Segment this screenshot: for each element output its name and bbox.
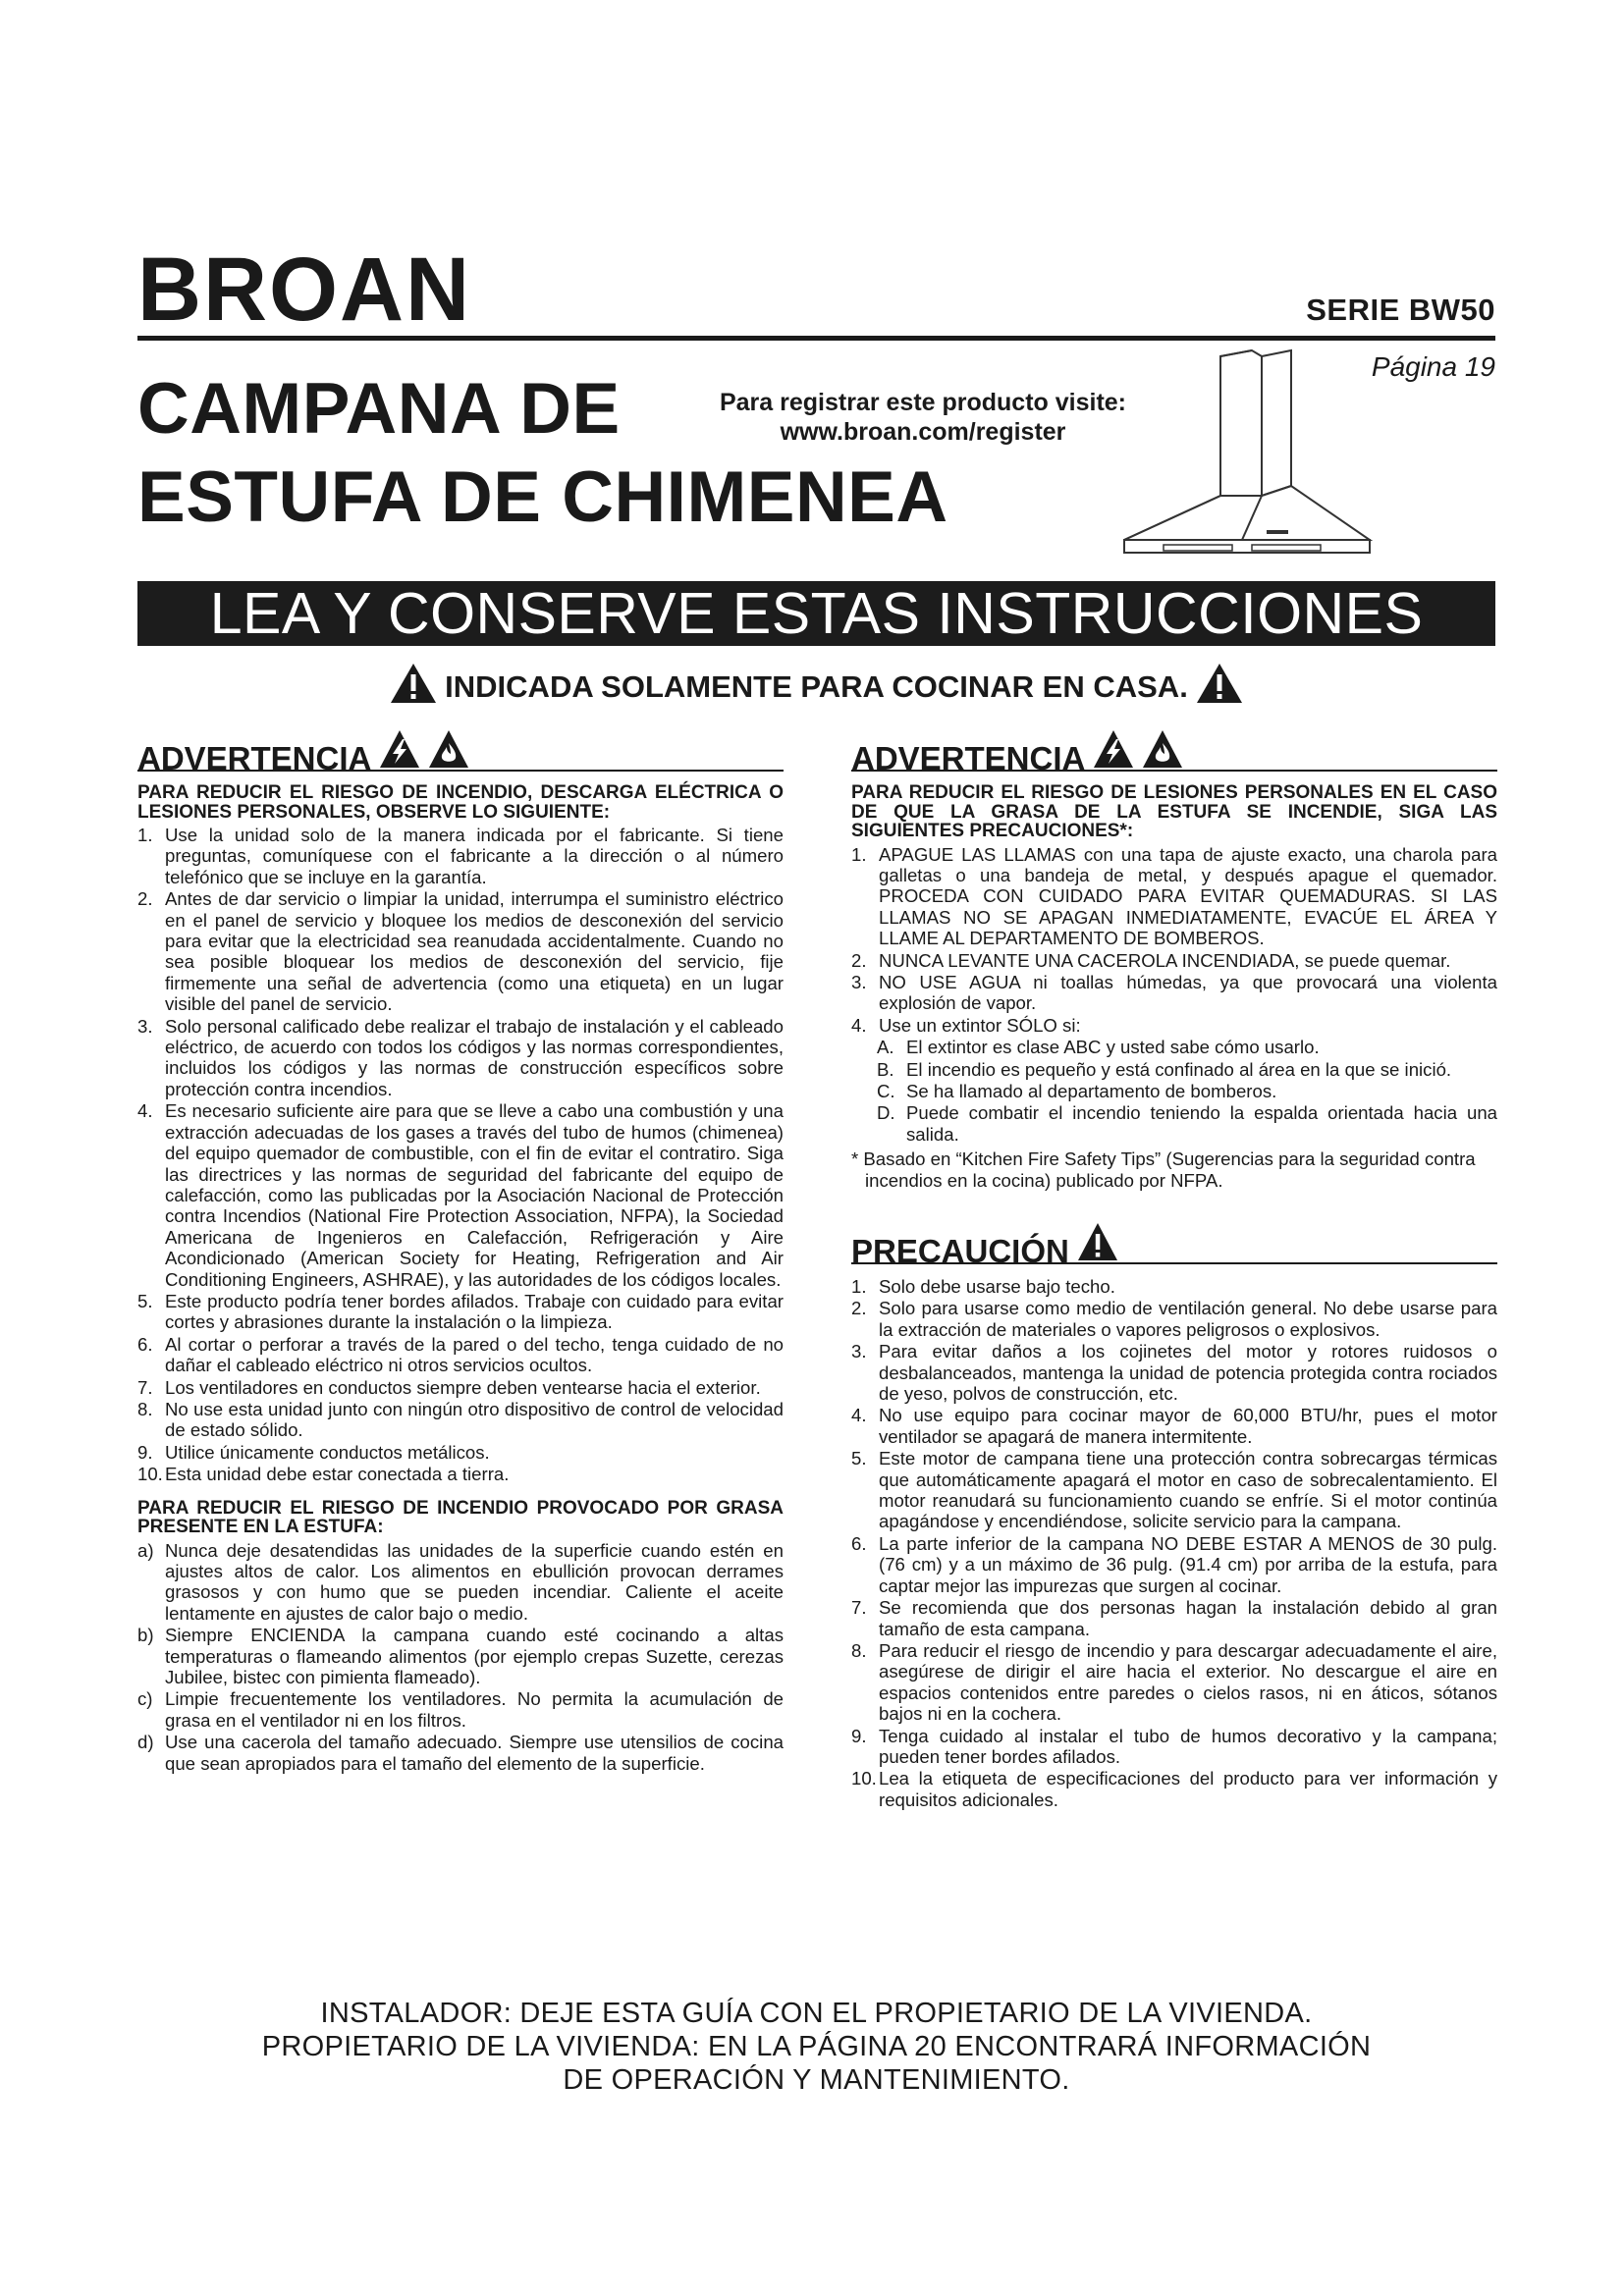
list-item [137,1625,784,1687]
item-text: Siempre ENCIENDA la campana cuando esté cocinando a altas temperaturas o flameando alimentos (por ejemplo crepas Suzette, cerezas Jubilee, bistec con pimienta flameado). [165,1625,784,1688]
list-item [137,1540,784,1625]
list-item [137,825,784,887]
item-text: No use equipo para cocinar mayor de 60,000 BTU/hr, pues el motor ventilador se apagará de manera intermitente. [879,1405,1497,1447]
item-number: A. [877,1037,894,1058]
item-text: Se ha llamado al departamento de bomberos. [906,1080,1277,1101]
list-item [851,1015,1497,1036]
item-number: 3. [851,1341,867,1362]
item-number: 3. [137,1015,153,1037]
item-text: Es necesario suficiente aire para que se lleve a cabo una combustión y una extracción adecuadas de los gases a través del tubo de humos (chimenea) del equipo quemador de combustible, con el fin de evitar el contratiro. Siga las directrices y las normas de seguridad del fabricante del equipo de calefacción, como las publicadas por la Asociación Nacional de Protección contra Incendios (National Fire Protection Association, NFPA), la Sociedad Americana de Ingenieros en Calefacción, Refrigeración y Aire Acondicionado (American Society for Heating, Refrigeration and Air Conditioning Engineers, ASHRAE), y las autoridades de los códigos locales. [165,1100,784,1290]
item-number: B. [877,1058,894,1080]
item-text: Este producto podría tener bordes afilados. Trabaje con cuidado para evitar cortes y abrasiones durante la instalación o la limpieza. [165,1290,784,1333]
item-text: Este motor de campana tiene una protección contra sobrecargas térmicas que automáticamente apagará el motor en caso de sobrecalentamiento. El motor reanudará su funcionamiento cuando se enfríe. Si el motor continúa apagándose y encendiéndose, solicite servicio para la campana. [879,1448,1497,1532]
list-item [137,1442,784,1463]
extinguisher-conditions-list [851,1037,1497,1145]
item-number: 1. [137,825,153,845]
item-text: Al cortar o perforar a través de la pared o del techo, tenga cuidado de no dañar el cableado eléctrico ni otros servicios ocultos. [165,1333,784,1376]
item-text: Nunca deje desatendidas las unidades de la superficie cuando estén en ajustes altos de calor. Los alimentos en ebullición provocan derrames grasosos y con humo que se pueden incendiar. Caliente el aceite lentamente en ajustes de calor bajo o medio. [165,1539,784,1624]
warning-triangle-icon [390,663,437,704]
item-text: No use esta unidad junto con ningún otro dispositivo de control de velocidad de estado sólido. [165,1398,784,1441]
item-number: 9. [137,1441,153,1463]
item-number: 9. [851,1725,867,1746]
item-text: Use la unidad solo de la manera indicada por el fabricante. Si tiene preguntas, comuníquese con el fabricante a la dirección o al número telefónico que se incluye en la garantía. [165,825,784,887]
warning-intro-right: PARA REDUCIR EL RIESGO DE LESIONES PERSONALES EN EL CASO DE QUE LA GRASA DE LA ESTUFA SE INCENDIE, SIGA LAS SIGUIENTES PRECAUCIONES*: [851,782,1497,841]
series-label: SERIE BW50 [1306,293,1495,327]
warning-heading-left [137,721,784,776]
nfpa-footnote: * Basado en “Kitchen Fire Safety Tips” (Sugerencias para la seguridad contra incendios en la cocina) publicado por NFPA. [851,1148,1476,1191]
item-text: Use una cacerola del tamaño adecuado. Siempre use utensilios de cocina que sean apropiados para el tamaño del elemento de la superficie. [165,1732,784,1774]
list-item [851,1276,1497,1297]
list-item [137,1732,784,1774]
item-text: Use un extintor SÓLO si: [879,1014,1081,1036]
item-text: Antes de dar servicio o limpiar la unidad, interrumpa el suministro eléctrico en el panel de servicio y bloquee los medios de desconexión del servicio para evitar que la electricidad sea reanudada accidentalmente. Cuando no sea posible bloquear los medios de desconexión del servicio, fije firmemente una señal de advertencia (como una etiqueta) en un lugar visible del panel de servicio. [165,888,784,1015]
item-number: 6. [851,1532,867,1554]
item-text: Solo debe usarse bajo techo. [879,1276,1115,1297]
fire-warning-icon [428,729,469,769]
item-number: 1. [851,843,867,865]
grease-fire-intro: PARA REDUCIR EL RIESGO DE INCENDIO PROVOCADO POR GRASA PRESENTE EN LA ESTUFA: [137,1497,784,1538]
list-item [137,1399,784,1441]
register-text: Para registrar este producto visite: [719,389,1127,416]
item-number: 4. [137,1100,153,1122]
item-text: Para reducir el riesgo de incendio y para descargar adecuadamente el aire, asegúrese de dirigir el aire hacia el exterior. No descargue el aire en espacios contenidos entre paredes o cielos rasos, ni en áticos, sótanos bajos ni en la cochera. [879,1639,1497,1725]
list-item [851,1448,1497,1532]
broan-logo [137,247,481,330]
right-column [851,721,1497,1811]
list-item [851,1768,1497,1810]
item-number: 8. [851,1639,867,1661]
item-number: 2. [851,1298,867,1319]
item-text: NUNCA LEVANTE UNA CACEROLA INCENDIADA, se puede quemar. [879,949,1451,971]
list-item [137,1291,784,1333]
item-text: Limpie frecuentemente los ventiladores. No permita la acumulación de grasa en el ventilador ni en los filtros. [165,1688,784,1731]
footer-line-1: INSTALADOR: DEJE ESTA GUÍA CON EL PROPIETARIO DE LA VIVIENDA. [320,1998,1313,2029]
list-item [851,1405,1497,1447]
heading-text: PRECAUCIÓN [851,1232,1069,1269]
register-url[interactable]: www.broan.com/register [780,418,1066,446]
list-item [851,1597,1497,1639]
item-number: a) [137,1539,154,1561]
item-text: El extintor es clase ABC y usted sabe cómo usarlo. [906,1037,1320,1058]
item-number: b) [137,1625,154,1646]
item-number: 2. [851,949,867,971]
electric-shock-warning-icon [379,729,420,769]
home-use-text: INDICADA SOLAMENTE PARA COCINAR EN CASA. [445,669,1188,704]
item-text: Se recomienda que dos personas hagan la instalación debido al gran tamaño de esta campana. [879,1597,1497,1639]
list-item [137,1334,784,1376]
warning-triangle-icon [1196,663,1243,704]
warning-heading-right [851,721,1497,776]
register-note [687,388,1159,447]
list-item [137,1464,784,1484]
list-item [137,888,784,1014]
item-number: 4. [851,1405,867,1426]
item-number: 10. [851,1768,877,1789]
item-number: 7. [137,1376,153,1398]
heading-text: ADVERTENCIA [851,739,1086,776]
item-text: Puede combatir el incendio teniendo la espalda orientada hacia una salida. [906,1102,1497,1145]
warning-triangle-icon [1077,1222,1118,1261]
header-rule [137,336,1495,341]
item-text: Solo personal calificado debe realizar el trabajo de instalación y el cableado eléctrico, de acuerdo con todos los códigos y las normas correspondientes, incluidos los códigos y las normas de construcción específicos sobre protección contra incendios. [165,1015,784,1099]
item-number: 2. [137,888,153,910]
title-line-2: ESTUFA DE CHIMENEA [137,457,948,537]
item-number: c) [137,1688,153,1710]
item-text: Solo para usarse como medio de ventilación general. No debe usarse para la extracción de materiales o vapores peligrosos o explosivos. [879,1298,1497,1340]
footer-line-3: DE OPERACIÓN Y MANTENIMIENTO. [563,2064,1070,2096]
list-item [851,1341,1497,1404]
item-number: 3. [851,971,867,992]
fire-warning-icon [1142,729,1183,769]
item-text: El incendio es pequeño y está confinado al área en la que se inició. [906,1058,1452,1080]
home-use-notice [137,663,1495,712]
list-item [851,1059,1497,1080]
footer-line-2: PROPIETARIO DE LA VIVIENDA: EN LA PÁGINA 20 ENCONTRARÁ INFORMACIÓN [261,2031,1372,2062]
item-number: 1. [851,1276,867,1297]
list-item [851,950,1497,971]
item-text: NO USE AGUA ni toallas húmedas, ya que provocará una violenta explosión de vapor. [879,971,1497,1014]
list-item [851,1037,1497,1057]
item-number: 6. [137,1333,153,1355]
list-item [137,1377,784,1398]
item-text: Tenga cuidado al instalar el tubo de humos decorativo y la campana; pueden tener bordes afilados. [879,1725,1497,1767]
item-text: Esta unidad debe estar conectada a tierra. [165,1464,510,1485]
item-number: C. [877,1080,895,1101]
item-number: 5. [851,1448,867,1469]
caution-heading [851,1214,1497,1269]
list-item [851,1533,1497,1596]
grease-fire-list [137,1540,784,1774]
item-text: Los ventiladores en conductos siempre deben ventearse hacia el exterior. [165,1376,761,1398]
fire-precautions-list [851,844,1497,1037]
item-number: d) [137,1732,154,1753]
item-number: 5. [137,1290,153,1311]
range-hood-illustration [1105,348,1389,574]
title-line-1: CAMPANA DE [137,369,621,449]
footer-notice [137,1997,1495,2097]
item-text: APAGUE LAS LLAMAS con una tapa de ajuste exacto, una charola para galletas o una bandeja de metal, y después apague el quemador. PROCEDA CON CUIDADO PARA EVITAR QUEMADURAS. SI LAS LLAMAS NO SE APAGAN INMEDIATAMENTE, EVACÚE EL ÁREA Y LLAME AL DEPARTAMENTO DE BOMBEROS. [879,843,1497,949]
list-item [851,1298,1497,1340]
list-item [851,1726,1497,1768]
heading-text: ADVERTENCIA [137,739,372,776]
list-item [137,1016,784,1100]
svg-text:BROAN: BROAN [137,247,471,330]
item-number: D. [877,1102,895,1124]
electric-shock-warning-icon [1093,729,1134,769]
item-number: 4. [851,1014,867,1036]
warning-list-left [137,825,784,1485]
item-text: La parte inferior de la campana NO DEBE ESTAR A MENOS de 30 pulg. (76 cm) y a un máximo de 36 pulg. (91.4 cm) por arriba de la estufa, para captar mejor las impurezas que surgen al cocinar. [879,1532,1497,1596]
list-item [137,1688,784,1731]
list-item [137,1100,784,1290]
item-text: Utilice únicamente conductos metálicos. [165,1441,490,1463]
item-number: 8. [137,1398,153,1419]
warning-intro-left: PARA REDUCIR EL RIESGO DE INCENDIO, DESCARGA ELÉCTRICA O LESIONES PERSONALES, OBSERVE LO SIGUIENTE: [137,782,784,823]
list-item [851,844,1497,949]
left-column [137,721,784,1775]
item-text: Lea la etiqueta de especificaciones del producto para ver información y requisitos adicionales. [879,1768,1497,1810]
item-number: 7. [851,1597,867,1619]
list-item [851,1640,1497,1725]
caution-list [851,1276,1497,1810]
list-item [851,1081,1497,1101]
page-number: Página 19 [1371,351,1495,382]
item-number: 10. [137,1464,163,1485]
list-item [851,1102,1497,1145]
item-text: Para evitar daños a los cojinetes del motor y rotores ruidosos o desbalanceados, mantenga la unidad de potencia protegida contra rociados de yeso, polvos de construcción, etc. [879,1341,1497,1405]
list-item [851,972,1497,1014]
instructions-banner: LEA Y CONSERVE ESTAS INSTRUCCIONES [137,581,1495,646]
